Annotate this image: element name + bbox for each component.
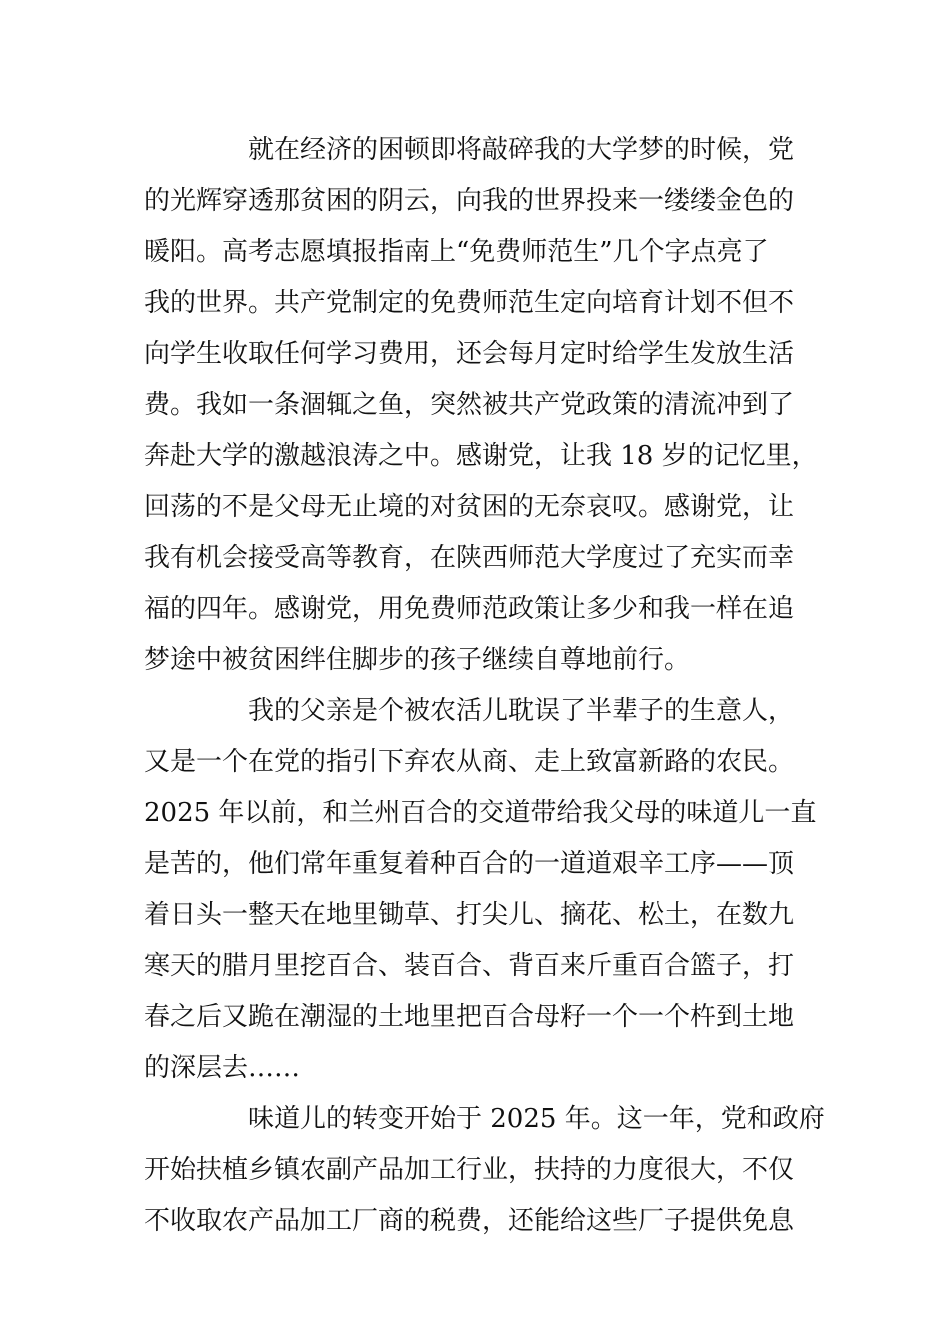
paragraph-1-line-10: 福的四年。感谢党，用免费师范政策让多少和我一样在追: [144, 594, 795, 624]
paragraph-1-line-3: 暖阳。高考志愿填报指南上“免费师范生”几个字点亮了: [144, 237, 769, 267]
paragraph-1-line-11: 梦途中被贫困绊住脚步的孩子继续自尊地前行。: [144, 645, 691, 675]
paragraph-2-line-6: 寒天的腊月里挖百合、装百合、背百来斤重百合篮子，打: [144, 951, 795, 981]
paragraph-2-line-5: 着日头一整天在地里锄草、打尖儿、摘花、松土，在数九: [144, 900, 795, 930]
paragraph-1-line-2: 的光辉穿透那贫困的阴云，向我的世界投来一缕缕金色的: [144, 186, 795, 216]
paragraph-1-line-1: 就在经济的困顿即将敲碎我的大学梦的时候，党: [248, 135, 795, 165]
paragraph-1-line-7: 奔赴大学的激越浪涛之中。感谢党，让我 18 岁的记忆里，: [144, 441, 818, 471]
paragraph-3-line-1: 味道儿的转变开始于 2025 年。这一年，党和政府: [248, 1104, 825, 1134]
paragraph-2-line-8: 的深层去……: [144, 1053, 301, 1083]
paragraph-1-line-6: 费。我如一条涸辄之鱼，突然被共产党政策的清流冲到了: [144, 390, 795, 420]
paragraph-1-line-4: 我的世界。共产党制定的免费师范生定向培育计划不但不: [144, 288, 795, 318]
body-text: [144, 125, 825, 1247]
paragraph-3-line-2: 开始扶植乡镇农副产品加工行业，扶持的力度很大，不仅: [144, 1155, 795, 1185]
paragraph-3-line-3: 不收取农产品加工厂商的税费，还能给这些厂子提供免息: [144, 1206, 795, 1236]
paragraph-2-line-3: 2025 年以前，和兰州百合的交道带给我父母的味道儿一直: [144, 798, 817, 828]
paragraph-2-line-1: 我的父亲是个被农活儿耽误了半辈子的生意人，: [248, 696, 795, 726]
paragraph-1-line-9: 我有机会接受高等教育，在陕西师范大学度过了充实而幸: [144, 543, 795, 573]
paragraph-1-line-8: 回荡的不是父母无止境的对贫困的无奈哀叹。感谢党，让: [144, 492, 795, 522]
paragraph-1-line-5: 向学生收取任何学习费用，还会每月定时给学生发放生活: [144, 339, 795, 369]
paragraph-2-line-4: 是苦的，他们常年重复着种百合的一道道艰辛工序——顶: [144, 849, 795, 879]
paragraph-2-line-7: 春之后又跪在潮湿的土地里把百合母籽一个一个杵到土地: [144, 1002, 795, 1032]
paragraph-2-line-2: 又是一个在党的指引下弃农从商、走上致富新路的农民。: [144, 747, 795, 777]
